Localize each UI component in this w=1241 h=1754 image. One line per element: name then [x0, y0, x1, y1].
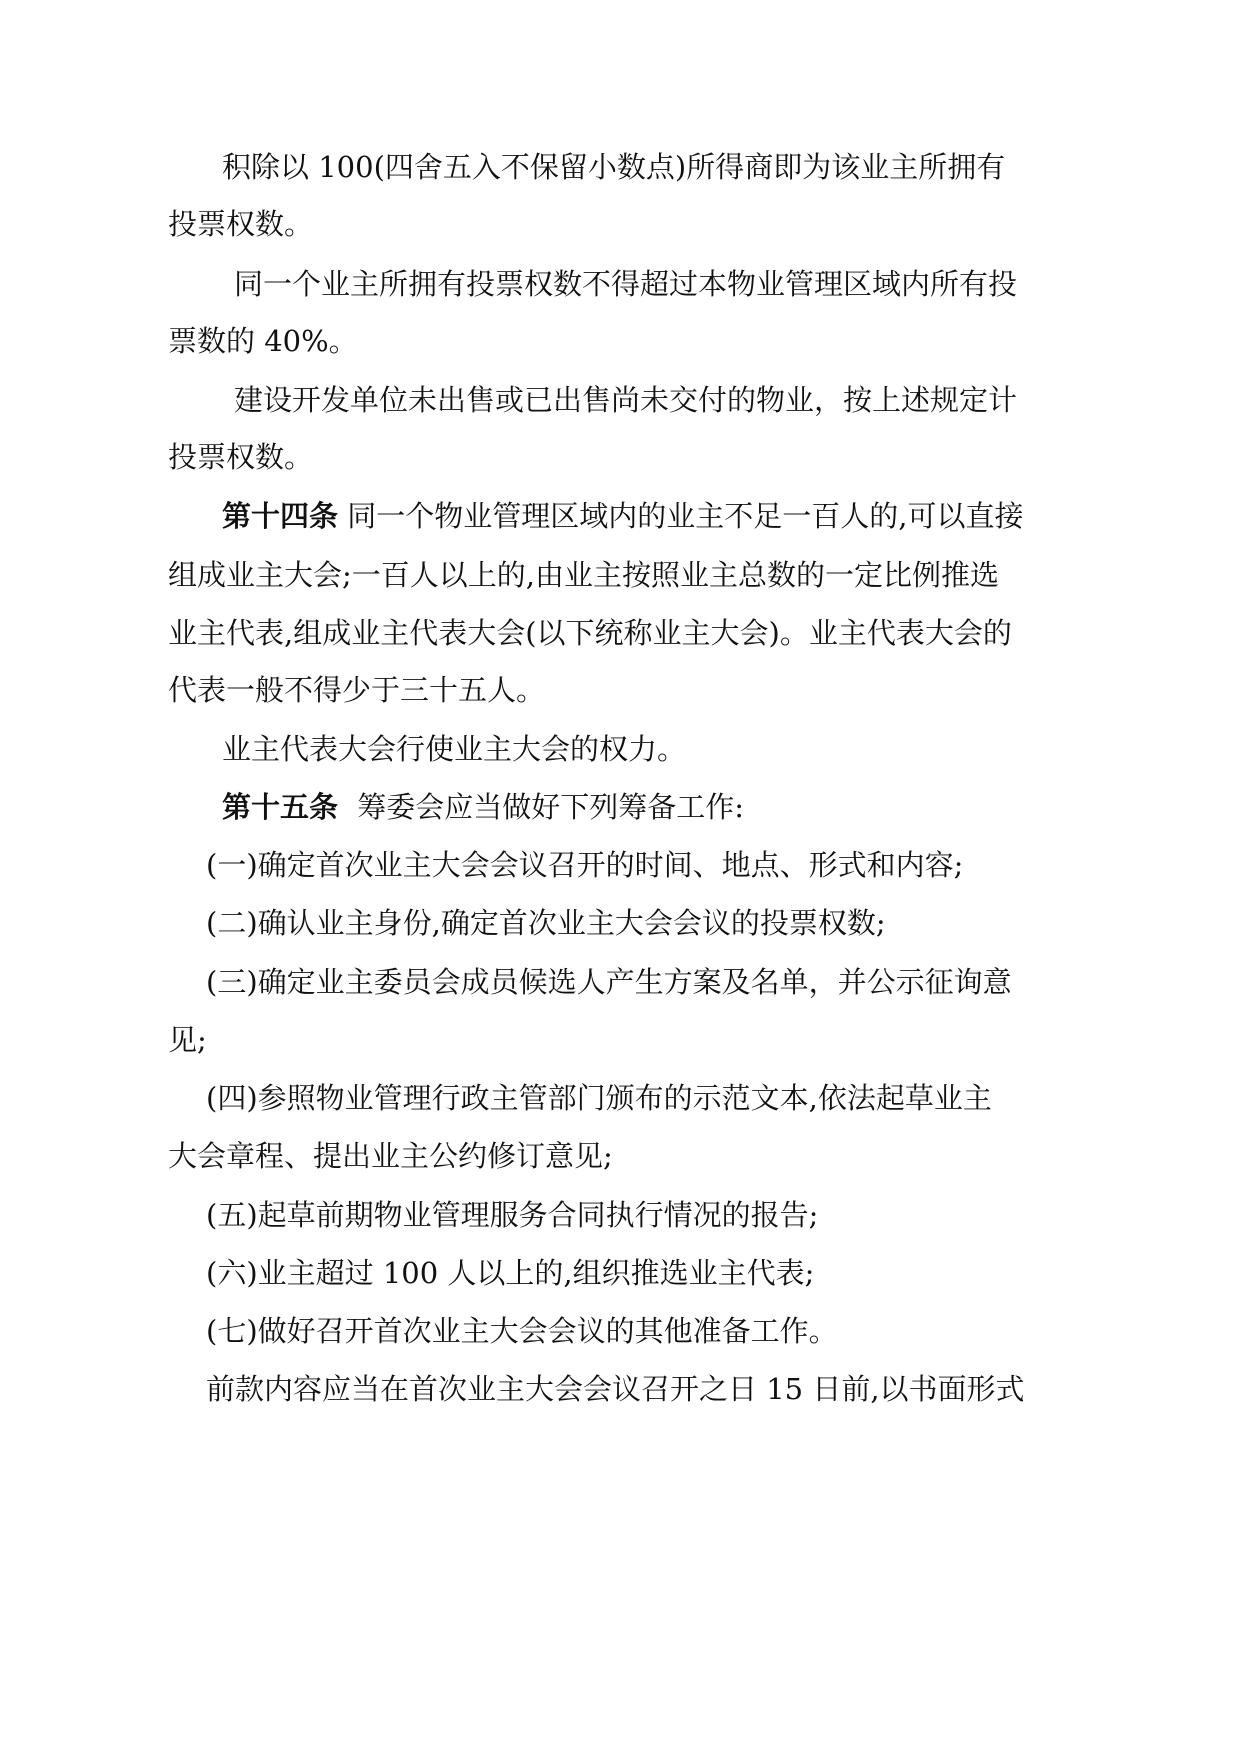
- text-line: [168, 670, 545, 710]
- line-text: 大会章程、提出业主公约修订意见;: [168, 1139, 613, 1173]
- line-text: 同一个物业管理区域内的业主不足一百人的,可以直接: [347, 499, 1024, 533]
- list-item: [206, 1078, 992, 1118]
- list-item: [206, 1311, 838, 1351]
- line-text: 筹委会应当做好下列筹备工作:: [357, 790, 745, 824]
- line-text: 前款内容应当在首次业主大会会议召开之日 15 日前,以书面形式: [206, 1372, 1025, 1406]
- text-line: [168, 321, 358, 361]
- text-line: [234, 264, 1017, 304]
- line-text: 票数的 40%。: [168, 324, 358, 358]
- line-text: (六)业主超过 100 人以上的,组织推选业主代表;: [206, 1256, 815, 1290]
- text-line: [168, 555, 999, 595]
- line-text: 代表一般不得少于三十五人。: [168, 673, 546, 707]
- text-line: [222, 729, 686, 769]
- line-text: (七)做好召开首次业主大会会议的其他准备工作。: [206, 1314, 838, 1348]
- text-line: [168, 204, 313, 244]
- line-text: (三)确定业主委员会成员候选人产生方案及名单，并公示征询意: [206, 965, 1012, 999]
- list-item: [206, 845, 963, 885]
- list-item: [206, 903, 886, 943]
- text-line-article-15: [222, 787, 744, 827]
- article-15-heading: 第十五条: [222, 790, 339, 824]
- text-line: [234, 380, 1017, 420]
- text-line: [206, 1369, 1025, 1409]
- line-text: (二)确认业主身份,确定首次业主大会会议的投票权数;: [206, 906, 886, 940]
- line-text: 见;: [168, 1023, 207, 1057]
- line-text: 投票权数。: [168, 207, 314, 241]
- list-item: [206, 1253, 814, 1293]
- text-line-article-14: [222, 496, 1023, 536]
- text-line: [222, 147, 1005, 187]
- line-text: 组成业主大会;一百人以上的,由业主按照业主总数的一定比例推选: [168, 558, 999, 592]
- text-line: [168, 613, 1012, 653]
- list-item: [206, 1195, 818, 1235]
- line-text: 积除以 100(四舍五入不保留小数点)所得商即为该业主所拥有: [222, 150, 1006, 184]
- article-14-heading: 第十四条: [222, 499, 339, 533]
- line-text: (一)确定首次业主大会会议召开的时间、地点、形式和内容;: [206, 848, 964, 882]
- line-text: 建设开发单位未出售或已出售尚未交付的物业，按上述规定计: [234, 383, 1018, 417]
- list-item: [206, 962, 1012, 1002]
- text-line: [168, 1136, 613, 1176]
- line-text: (五)起草前期物业管理服务合同执行情况的报告;: [206, 1198, 819, 1232]
- line-text: 投票权数。: [168, 440, 314, 474]
- text-line: [168, 437, 313, 477]
- line-text: (四)参照物业管理行政主管部门颁布的示范文本,依法起草业主: [206, 1081, 992, 1115]
- line-text: 业主代表大会行使业主大会的权力。: [222, 732, 687, 766]
- line-text: 业主代表,组成业主代表大会(以下统称业主大会)。业主代表大会的: [168, 616, 1012, 650]
- text-line: [168, 1020, 207, 1060]
- line-text: 同一个业主所拥有投票权数不得超过本物业管理区域内所有投: [234, 267, 1018, 301]
